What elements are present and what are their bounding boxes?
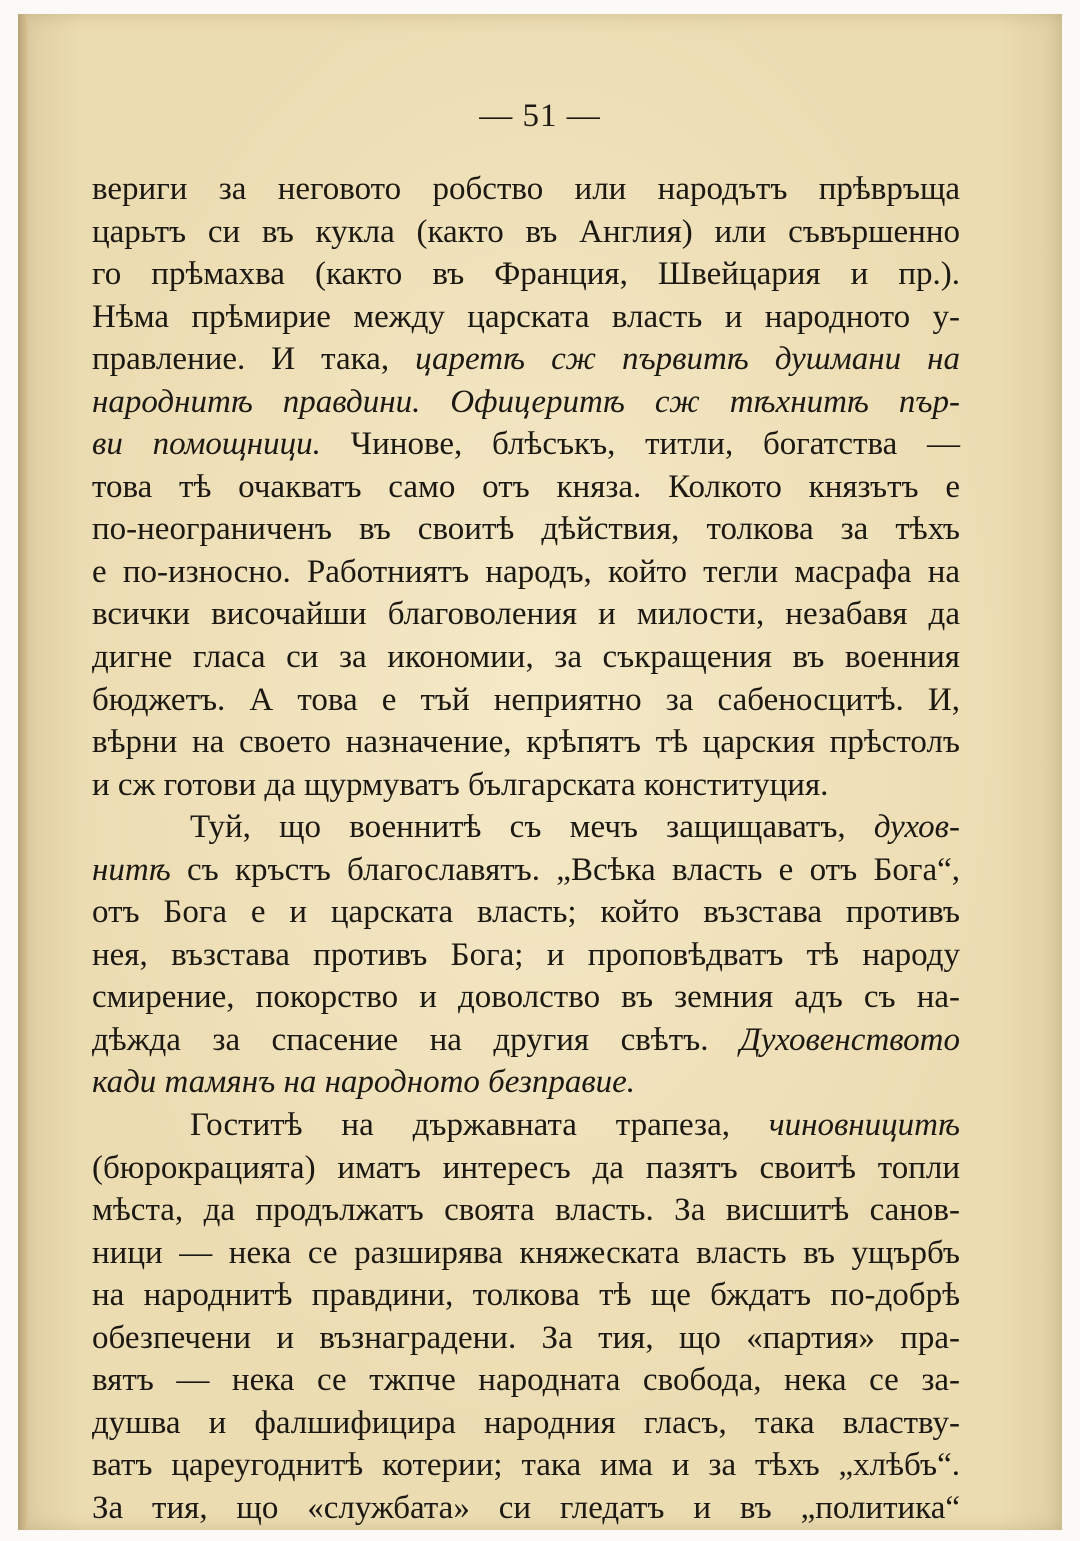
text-segment: нея, възстава противъ Бога; и проповѣдватъ тѣ народу [92, 936, 960, 973]
text-line [92, 593, 960, 636]
text-line [92, 1444, 960, 1487]
italic-text-segment: кади тамянъ на народното безправие. [92, 1064, 636, 1101]
text-line [92, 721, 960, 764]
text-segment: вериги за неговото робство или народътъ прѣвръща [92, 171, 960, 207]
text-line [92, 1019, 960, 1062]
body-text [92, 168, 960, 1530]
text-segment: обезпечени и възнаградени. За тия, що «партия» пра- [92, 1319, 960, 1356]
text-segment: Гоститѣ на държавната трапеза, [190, 1107, 769, 1144]
text-segment: Туй, що военнитѣ съ мечъ защищаватъ, [190, 809, 874, 846]
text-line [92, 636, 960, 679]
page-binding-edge [18, 14, 28, 1530]
text-segment: отъ Бога е и царската власть; който възстава противъ [92, 894, 960, 931]
text-segment: правление. И така, [92, 341, 416, 378]
text-segment: вятъ — нека се тжпче народната свобода, нека се за- [92, 1362, 960, 1399]
text-segment: на народнитѣ правдини, толкова тѣ ще бждатъ по-добрѣ [92, 1277, 960, 1314]
text-line [92, 1359, 960, 1402]
text-line [92, 296, 960, 339]
text-segment: дигне гласа си за икономии, за съкращения въ военния [92, 639, 960, 676]
text-segment: по-неограниченъ въ своитѣ дѣйствия, толкова за тѣхъ [92, 511, 960, 548]
italic-text-segment: духов- [873, 809, 960, 846]
italic-text-segment: Духовенството [739, 1021, 960, 1058]
text-segment: Чинове, блѣсъкъ, титли, богатства — [320, 426, 960, 463]
text-segment: (бюрокрацията) иматъ интересъ да пазятъ своитѣ топли [92, 1149, 960, 1186]
text-segment: съ кръстъ благославятъ. „Всѣка власть е отъ Бога“, [170, 851, 960, 888]
text-line [92, 891, 960, 934]
text-segment: Нѣма прѣмирие между царската власть и народното у- [92, 298, 960, 335]
text-segment: царьтъ си въ кукла (както въ Англия) или съвършенно [92, 213, 960, 250]
text-line [92, 764, 960, 807]
text-line [92, 1487, 960, 1530]
text-segment: смирение, покорство и доволство въ земния адъ съ на- [92, 979, 960, 1016]
text-line [92, 423, 960, 466]
text-line [92, 1104, 960, 1147]
italic-text-segment: нитѣ [92, 851, 171, 888]
text-line [92, 381, 960, 424]
text-line [92, 1274, 960, 1317]
text-line [92, 211, 960, 254]
italic-text-segment: чиновницитѣ [768, 1107, 960, 1144]
italic-text-segment: народнитѣ правдини. Офицеритѣ сж тѣхнитѣ пър- [92, 383, 960, 420]
text-segment: всички височайши благоволения и милости, незабавя да [92, 596, 960, 633]
text-segment: бюджетъ. А това е тъй неприятно за сабеносцитѣ. И, [92, 681, 960, 718]
text-line [92, 253, 960, 296]
text-line [92, 508, 960, 551]
text-segment: дѣжда за спасение на другия свѣтъ. [92, 1021, 740, 1058]
text-segment: вѣрни на своето назначение, крѣпятъ тѣ царския прѣстолъ [92, 724, 960, 761]
text-line [92, 976, 960, 1019]
italic-text-segment: царетѣ сж първитѣ душмани на [415, 341, 960, 378]
text-line [92, 466, 960, 509]
text-line [92, 934, 960, 977]
text-line [92, 338, 960, 381]
text-line [92, 849, 960, 892]
text-line [92, 806, 960, 849]
text-segment: е по-износно. Работниятъ народъ, който тегли масрафа на [92, 553, 960, 590]
text-line [92, 679, 960, 722]
text-segment: го прѣмахва (както въ Франция, Швейцария и пр.). [92, 256, 960, 293]
text-segment: ници — нека се разширява княжеската власть въ ущърбъ [92, 1234, 960, 1271]
text-line [92, 1147, 960, 1190]
text-segment: душва и фалшифицира народния гласъ, така властву- [92, 1404, 960, 1441]
italic-text-segment: ви помощници. [92, 426, 321, 463]
text-segment: и сж готови да щурмуватъ българската конституция. [92, 766, 829, 803]
text-line [92, 168, 960, 211]
text-segment: това тѣ очакватъ само отъ княза. Колкото князътъ е [92, 468, 960, 505]
text-line [92, 1317, 960, 1360]
text-line [92, 551, 960, 594]
text-line [92, 1061, 960, 1104]
text-line [92, 1232, 960, 1275]
page-number: — 51 — [479, 98, 601, 134]
text-line [92, 1189, 960, 1232]
text-segment: ватъ цареугоднитѣ котерии; така има и за тѣхъ „хлѣбъ“. [92, 1447, 960, 1484]
text-segment: мѣста, да продължатъ своята власть. За висшитѣ санов- [92, 1192, 960, 1229]
text-line [92, 1402, 960, 1445]
text-segment: За тия, що «службата» си гледатъ и въ „политика“ [92, 1489, 960, 1526]
